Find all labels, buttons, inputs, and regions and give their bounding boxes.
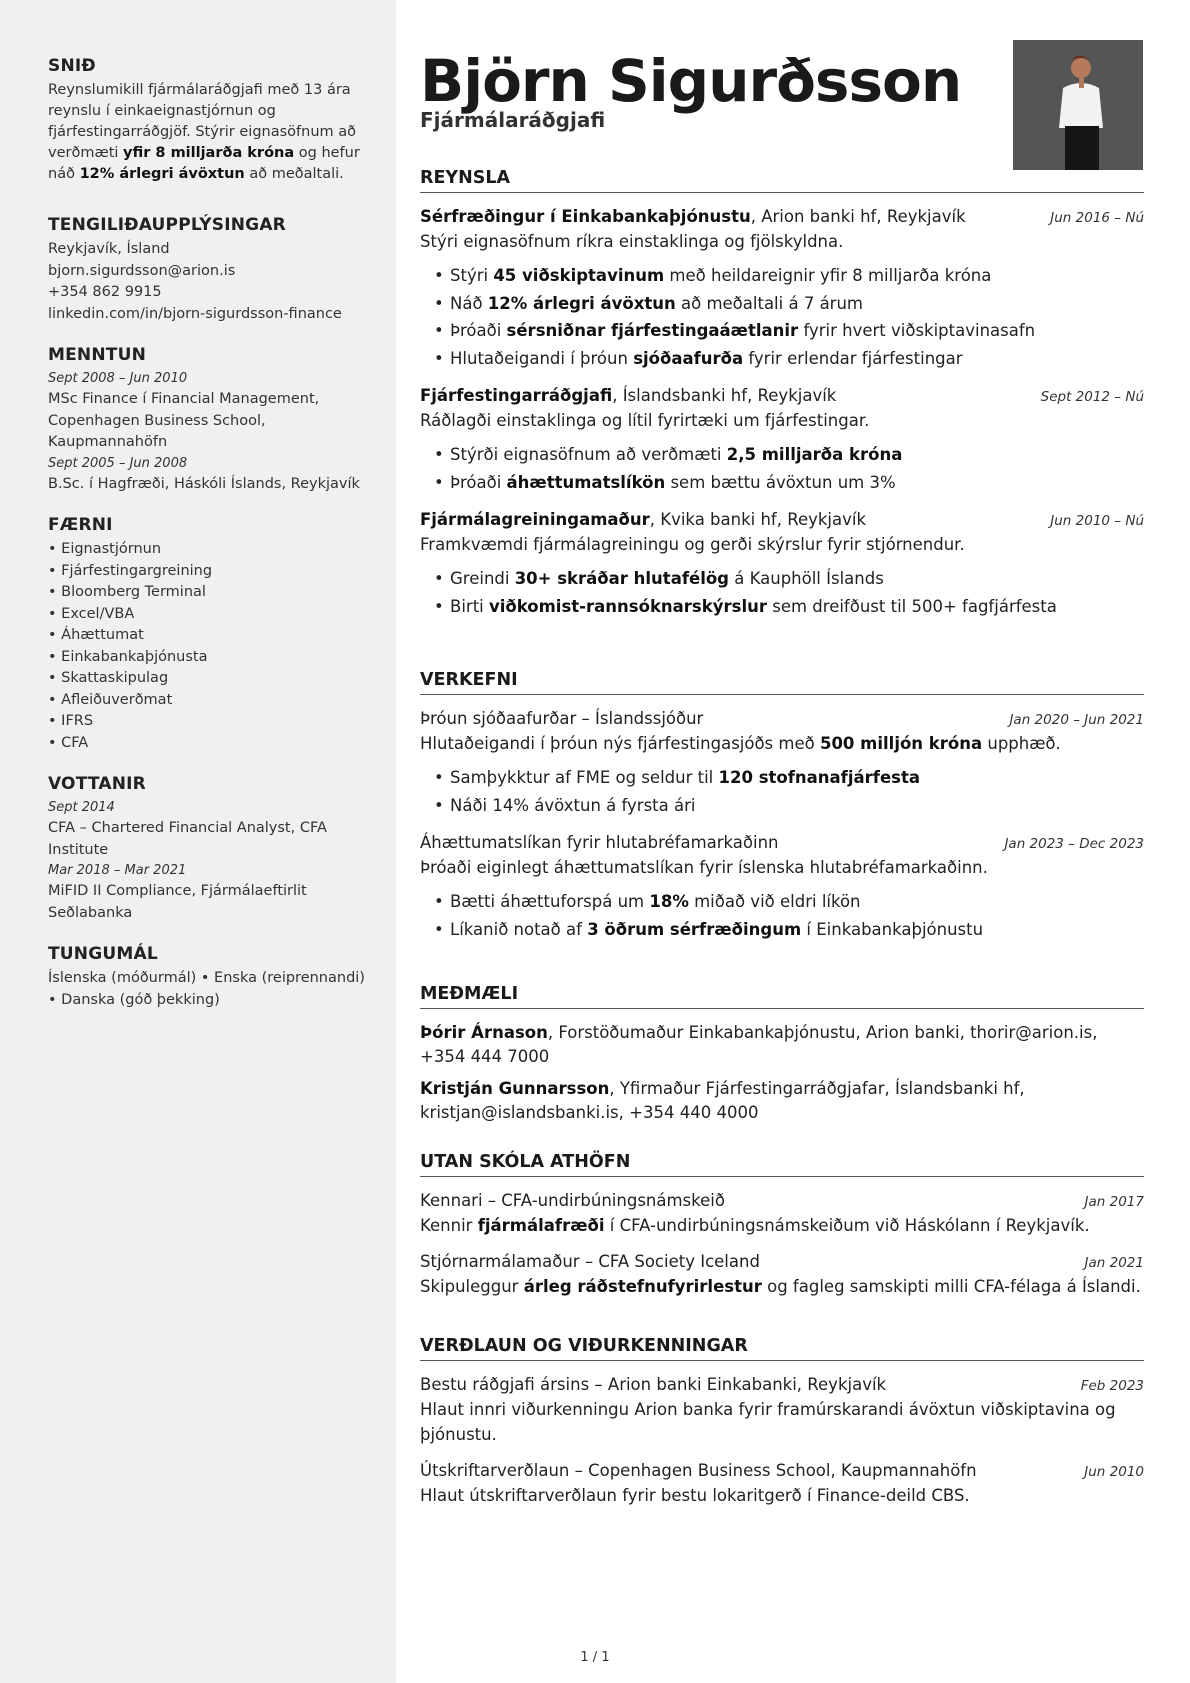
activity-desc-post: í CFA-undirbúningsnámskeiðum við Háskólann í Reykjavík.: [604, 1216, 1090, 1235]
profile-text-2: og hefur náð: [48, 145, 360, 182]
activity-head: [420, 1250, 1144, 1274]
bullet-bold: viðkomist-rannsóknarskýrslur: [489, 596, 767, 616]
bullet-item: [450, 441, 1144, 469]
activity-desc-bold: fjármálafræði: [477, 1216, 605, 1235]
bullet-bold: 3 öðrum sérfræðingum: [587, 919, 802, 939]
project-date: Jan 2023 – Dec 2023: [1004, 836, 1144, 852]
job-title-bold: Sérfræðingur í Einkabankaþjónustu: [420, 207, 751, 226]
bullet-pre: Hlutaðeigandi í þróun: [450, 348, 634, 368]
skill-item: • Skattaskipulag: [48, 670, 169, 686]
job-desc: Framkvæmdi fjármálagreiningu og gerði skýrslur fyrir stjórnendur.: [420, 535, 965, 554]
skill-item: • IFRS: [48, 713, 94, 729]
profile-text-1: Reynslumikill fjármálaráðgjafi með 13 ára reynslu í einkaeignastjórnun og fjárfestingarráðgjöf. Stýrir eignasöfnum að verðmæti: [48, 82, 357, 161]
project-head: [420, 831, 1144, 855]
sidebar: [0, 0, 396, 1683]
education-heading: MENNTUN: [48, 345, 147, 365]
bullet-post: sem bættu ávöxtun um 3%: [665, 472, 896, 492]
job-bullets: [420, 565, 1144, 620]
activity-title: Kennari – CFA-undirbúningsnámskeið: [420, 1191, 725, 1210]
activity-desc: [420, 1213, 1144, 1238]
job-org: , Kvika banki hf, Reykjavík: [649, 510, 867, 529]
reference-name: Þórir Árnason: [420, 1023, 548, 1042]
languages-text: Íslenska (móðurmál) • Enska (reiprennandi) • Danska (góð þekking): [48, 970, 365, 1008]
award-desc: Hlaut innri viðurkenningu Arion banka fyrir framúrskarandi ávöxtun viðskiptavina og þjónustu.: [420, 1400, 1116, 1444]
job-title-bold: Fjármálagreiningamaður: [420, 510, 650, 529]
job-date: Jun 2016 – Nú: [1050, 210, 1144, 226]
person-photo-icon: [1013, 40, 1143, 170]
project-desc-bold: 500 milljón króna: [819, 734, 983, 753]
bullet-pre: Stýri: [450, 266, 494, 285]
reference-details: , Yfirmaður Fjárfestingarráðgjafar, Íslandsbanki hf, kristjan@islandsbanki.is, +354 440 4000: [420, 1079, 1025, 1122]
bullet-item: [450, 317, 1144, 345]
profile-section: [48, 56, 368, 185]
education-date: Sept 2005 – Jun 2008: [48, 455, 188, 471]
bullet-bold: 12% árlegri ávöxtun: [487, 293, 676, 313]
award-title: Útskriftarverðlaun – Copenhagen Business School, Kaupmannahöfn: [420, 1461, 977, 1480]
activity-desc-bold: árleg ráðstefnufyrirlestur: [523, 1277, 762, 1296]
bullet-item: [450, 593, 1144, 621]
job-bullets: [420, 441, 1144, 496]
bullet-item: [450, 888, 1144, 916]
profile-text-3: að meðaltali.: [244, 166, 344, 182]
profile-text: [48, 80, 368, 185]
skill-item: • CFA: [48, 734, 89, 751]
sidebar-content: [48, 56, 368, 1031]
languages-heading: TUNGUMÁL: [48, 944, 158, 964]
activity-desc-pre: Skipuleggur: [420, 1277, 524, 1296]
extracurricular-section: [420, 1152, 1144, 1311]
bullet-pre: Líkanið notað af: [450, 919, 588, 939]
cert-text: CFA – Chartered Financial Analyst, CFA Institute: [48, 820, 327, 858]
project-desc-pre: Hlutaðeigandi í þróun nýs fjárfestingasjóðs með: [420, 734, 820, 753]
cert-date: Sept 2014: [48, 800, 115, 815]
experience-heading: REYNSLA: [420, 168, 1144, 193]
job-title: [420, 384, 836, 408]
job-date: Sept 2012 – Nú: [1040, 389, 1144, 405]
bullet-item: [450, 916, 1144, 944]
project-head: [420, 707, 1144, 731]
skills-section: [48, 515, 368, 754]
bullet-post: með heildareignir yfir 8 milljarða króna: [664, 266, 992, 285]
profile-bold-1: yfir 8 milljarða króna: [123, 145, 295, 161]
profile-heading: SNIÐ: [48, 56, 96, 76]
bullet-bold: sérsniðnar fjárfestingaáætlanir: [506, 321, 799, 340]
bullet-post: að meðaltali á 7 árum: [675, 293, 863, 313]
bullet-post: miðað við eldri líkön: [688, 892, 861, 911]
job-entry: [420, 384, 1144, 496]
job-desc: Ráðlagði einstaklinga og lítil fyrirtæki um fjárfestingar.: [420, 411, 870, 430]
references-heading: MEÐMÆLI: [420, 984, 1144, 1009]
activity-date: Jan 2017: [1084, 1194, 1144, 1210]
project-bullets: [420, 888, 1144, 943]
job-title: [420, 508, 866, 532]
skills-heading: FÆRNI: [48, 515, 113, 535]
skill-item: • Fjárfestingargreining: [48, 562, 213, 579]
project-desc-post: upphæð.: [982, 734, 1061, 753]
person-role: Fjármálaráðgjafi: [420, 108, 606, 132]
job-org: , Arion banki hf, Reykjavík: [750, 207, 966, 226]
awards-heading: VERÐLAUN OG VIÐURKENNINGAR: [420, 1336, 1144, 1361]
project-date: Jan 2020 – Jun 2021: [1009, 712, 1144, 728]
activity-entry: [420, 1189, 1144, 1238]
bullet-item: [450, 290, 1144, 318]
bullet-bold: 120 stofnanafjárfesta: [718, 768, 921, 787]
profile-photo: [1013, 40, 1143, 170]
bullet-pre: Þróaði: [450, 472, 507, 492]
award-entry: [420, 1373, 1144, 1447]
award-head: [420, 1459, 1144, 1483]
project-title: Áhættumatslíkan fyrir hlutabréfamarkaðinn: [420, 833, 779, 852]
contact-email[interactable]: bjorn.sigurdsson@arion.is: [48, 262, 236, 279]
job-head: [420, 205, 1144, 229]
job-head: [420, 384, 1144, 408]
project-desc: [420, 855, 1144, 880]
bullet-pre: Náði 14% ávöxtun á fyrsta ári: [450, 795, 696, 815]
job-date: Jun 2010 – Nú: [1050, 513, 1144, 529]
bullet-bold: sjóðaafurða: [633, 348, 744, 368]
languages-section: [48, 944, 368, 1011]
contact-section: [48, 215, 368, 325]
skill-item: • Excel/VBA: [48, 605, 135, 622]
reference-item: [420, 1021, 1144, 1069]
project-entry: [420, 707, 1144, 819]
contact-location: Reykjavík, Ísland: [48, 241, 170, 257]
experience-section: [420, 168, 1144, 632]
awards-section: [420, 1336, 1144, 1520]
award-date: Feb 2023: [1080, 1378, 1144, 1394]
reference-details: , Forstöðumaður Einkabankaþjónustu, Arion banki, thorir@arion.is, +354 444 7000: [420, 1023, 1098, 1066]
profile-bold-2: 12% árlegri ávöxtun: [79, 166, 245, 182]
reference-name: Kristján Gunnarsson: [420, 1079, 610, 1098]
contact-heading: TENGILIÐAUPPLÝSINGAR: [48, 215, 286, 235]
bullet-item: [450, 262, 1144, 290]
job-head: [420, 508, 1144, 532]
page-number: 1 / 1: [580, 1650, 610, 1665]
education-date: Sept 2008 – Jun 2010: [48, 371, 188, 386]
project-entry: [420, 831, 1144, 943]
bullet-post: fyrir erlendar fjárfestingar: [743, 348, 963, 368]
activity-desc-pre: Kennir: [420, 1216, 478, 1235]
bullet-bold: 45 viðskiptavinum: [493, 266, 665, 285]
bullet-post: fyrir hvert viðskiptavinasafn: [798, 321, 1036, 340]
project-bullets: [420, 764, 1144, 819]
bullet-pre: Náð: [450, 293, 488, 313]
job-title-bold: Fjárfestingarráðgjafi: [420, 386, 613, 405]
certs-heading: VOTTANIR: [48, 774, 146, 794]
job-title: [420, 205, 966, 229]
activity-title: Stjórnarmálamaður – CFA Society Iceland: [420, 1252, 760, 1271]
project-desc: [420, 731, 1144, 756]
skill-item: • Afleiðuverðmat: [48, 691, 173, 708]
job-org: , Íslandsbanki hf, Reykjavík: [612, 386, 837, 405]
projects-heading: VERKEFNI: [420, 670, 1144, 695]
reference-item: [420, 1077, 1144, 1125]
activity-head: [420, 1189, 1144, 1213]
job-bullets: [420, 262, 1144, 372]
award-date: Jun 2010: [1084, 1464, 1144, 1480]
award-desc: Hlaut útskriftarverðlaun fyrir bestu lokaritgerð í Finance-deild CBS.: [420, 1486, 970, 1505]
bullet-bold: 2,5 milljarða króna: [726, 445, 903, 464]
bullet-pre: Stýrði eignasöfnum að verðmæti: [450, 445, 727, 464]
job-desc: Stýri eignasöfnum ríkra einstaklinga og fjölskyldna.: [420, 232, 844, 251]
cert-text: MiFID II Compliance, Fjármálaeftirlit Seðlabanka: [48, 883, 307, 921]
skill-item: • Eignastjórnun: [48, 541, 162, 557]
project-desc-pre: Þróaði eiginlegt áhættumatslíkan fyrir íslenska hlutabréfamarkaðinn.: [420, 858, 988, 877]
bullet-post: á Kauphöll Íslands: [729, 569, 884, 588]
person-name: Björn Sigurðsson: [420, 47, 962, 115]
cert-date: Mar 2018 – Mar 2021: [48, 863, 187, 878]
bullet-item: [450, 565, 1144, 593]
contact-linkedin[interactable]: linkedin.com/in/bjorn-sigurdsson-finance: [48, 305, 342, 322]
award-entry: [420, 1459, 1144, 1508]
bullet-pre: Bætti áhættuforspá um: [450, 892, 650, 911]
extracurricular-heading: UTAN SKÓLA ATHÖFN: [420, 1152, 1144, 1177]
education-section: [48, 345, 368, 495]
certs-section: [48, 774, 368, 924]
award-title: Bestu ráðgjafi ársins – Arion banki Einkabanki, Reykjavík: [420, 1375, 887, 1394]
bullet-item: [450, 792, 1144, 820]
projects-section: [420, 670, 1144, 955]
bullet-pre: Birti: [450, 596, 489, 616]
bullet-pre: Samþykktur af FME og seldur til: [450, 768, 719, 787]
award-head: [420, 1373, 1144, 1397]
skill-item: • Áhættumat: [48, 627, 144, 643]
bullet-bold: áhættumatslíkön: [506, 472, 666, 492]
skill-item: • Einkabankaþjónusta: [48, 648, 208, 665]
references-section: [420, 984, 1144, 1133]
bullet-bold: 30+ skráðar hlutafélög: [514, 569, 729, 588]
bullet-pre: Greindi: [450, 569, 515, 588]
bullet-pre: Þróaði: [450, 321, 507, 340]
bullet-item: [450, 469, 1144, 497]
job-entry: [420, 205, 1144, 372]
project-title: Þróun sjóðaafurðar – Íslandssjóður: [420, 709, 704, 728]
activity-date: Jan 2021: [1084, 1255, 1144, 1271]
bullet-item: [450, 764, 1144, 792]
activity-entry: [420, 1250, 1144, 1299]
education-text: B.Sc. í Hagfræði, Háskóli Íslands, Reykjavík: [48, 475, 360, 492]
bullet-post: í Einkabankaþjónustu: [801, 919, 984, 939]
skill-item: • Bloomberg Terminal: [48, 584, 206, 600]
contact-phone[interactable]: +354 862 9915: [48, 284, 162, 300]
education-text: MSc Finance í Financial Management, Copenhagen Business School, Kaupmannahöfn: [48, 391, 320, 450]
bullet-item: [450, 345, 1144, 373]
job-entry: [420, 508, 1144, 620]
bullet-post: sem dreifðust til 500+ fagfjárfesta: [766, 596, 1057, 616]
activity-desc: [420, 1274, 1144, 1299]
activity-desc-post: og fagleg samskipti milli CFA-félaga á Íslandi.: [761, 1277, 1141, 1296]
bullet-bold: 18%: [649, 892, 689, 911]
